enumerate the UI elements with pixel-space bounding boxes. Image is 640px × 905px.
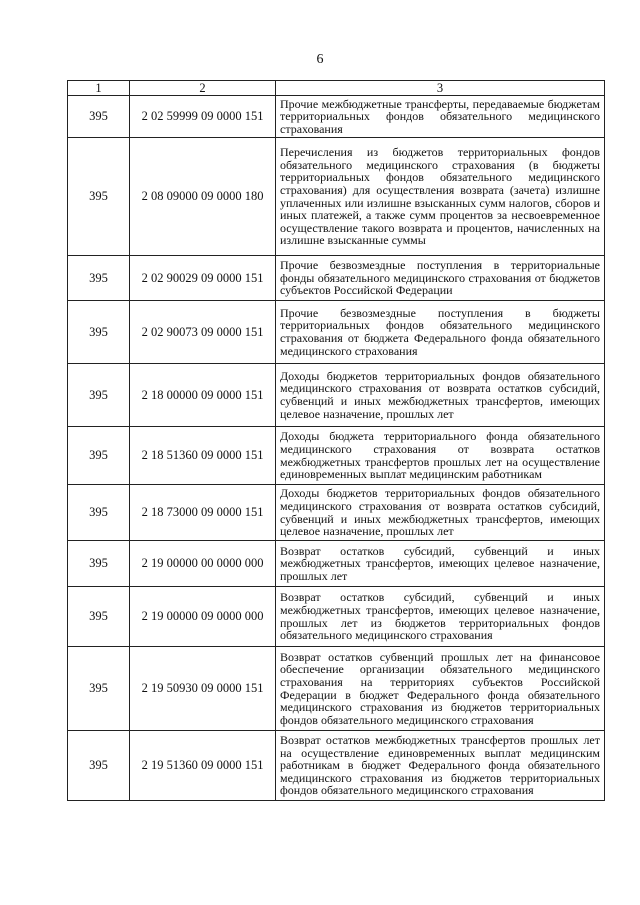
revenue-name-cell: Возврат остатков субсидий, субвенций и иных межбюджетных трансфертов, имеющих целевое назначение, прошлых лет — [276, 541, 605, 587]
table-row — [68, 96, 605, 138]
revenue-name-cell: Перечисления из бюджетов территориальных фондов обязательного медицинского страхования (в бюджеты территориальных фондов обязательного медицинского страхования) для осуществления возврата (зачета) излишне уплаченных или излишне взысканных сумм налогов, сборов и иных платежей, а также сумм процентов за несвоевременное осуществление такого возврата и процентов, начисленных на излишне взысканные суммы — [276, 138, 605, 256]
table-row — [68, 541, 605, 587]
revenue-code-cell: 2 08 09000 09 0000 180 — [130, 138, 276, 256]
revenue-name-cell: Прочие безвозмездные поступления в территориальные фонды обязательного медицинского страхования от бюджетов субъектов Российской Федерации — [276, 256, 605, 301]
table-row — [68, 256, 605, 301]
table-row — [68, 587, 605, 647]
page-number: 6 — [316, 52, 324, 67]
revenue-name-cell: Возврат остатков субвенций прошлых лет на финансовое обеспечение организации обязательного медицинского страхования на территориях субъектов Российской Федерации в бюджет Федерального фонда обязательного медицинского страхования из бюджетов территориальных фондов обязательного медицинского страхования — [276, 647, 605, 731]
revenue-name-cell: Прочие межбюджетные трансферты, передаваемые бюджетам территориальных фондов обязательного медицинского страхования — [276, 96, 605, 138]
revenue-code-cell: 2 02 90029 09 0000 151 — [130, 256, 276, 301]
table-row — [68, 427, 605, 485]
revenue-name-cell: Доходы бюджетов территориальных фондов обязательного медицинского страхования от возврата остатков субсидий, субвенций и иных межбюджетных трансфертов, имеющих целевое назначение, прошлых лет — [276, 485, 605, 541]
revenue-name-cell: Доходы бюджета территориального фонда обязательного медицинского страхования от возврата остатков межбюджетных трансфертов прошлых лет на осуществление единовременных выплат медицинским работникам — [276, 427, 605, 485]
table-row — [68, 731, 605, 801]
admin-code-cell: 395 — [68, 541, 130, 587]
revenue-code-cell: 2 19 51360 09 0000 151 — [130, 731, 276, 801]
table-row — [68, 138, 605, 256]
revenue-code-cell: 2 02 59999 09 0000 151 — [130, 96, 276, 138]
revenue-code-cell: 2 19 50930 09 0000 151 — [130, 647, 276, 731]
admin-code-cell: 395 — [68, 256, 130, 301]
revenue-code-cell: 2 19 00000 09 0000 000 — [130, 587, 276, 647]
column-header-2: 2 — [130, 81, 276, 96]
revenue-name-cell: Возврат остатков межбюджетных трансфертов прошлых лет на осуществление единовременных выплат медицинским работникам в бюджет Федерального фонда обязательного медицинского страхования из бюджетов территориальных фондов обязательного медицинского страхования — [276, 731, 605, 801]
revenue-code-cell: 2 02 90073 09 0000 151 — [130, 301, 276, 364]
revenue-code-cell: 2 18 51360 09 0000 151 — [130, 427, 276, 485]
revenue-codes-table — [67, 80, 605, 801]
column-header-1: 1 — [68, 81, 130, 96]
admin-code-cell: 395 — [68, 138, 130, 256]
admin-code-cell: 395 — [68, 731, 130, 801]
revenue-name-cell: Доходы бюджетов территориальных фондов обязательного медицинского страхования от возврата остатков субсидий, субвенций и иных межбюджетных трансфертов, имеющих целевое назначение, прошлых лет — [276, 364, 605, 427]
admin-code-cell: 395 — [68, 587, 130, 647]
revenue-name-cell: Возврат остатков субсидий, субвенций и иных межбюджетных трансфертов, имеющих целевое назначение, прошлых лет из бюджетов территориальных фондов обязательного медицинского страхования — [276, 587, 605, 647]
table-row — [68, 364, 605, 427]
admin-code-cell: 395 — [68, 96, 130, 138]
revenue-code-cell: 2 18 73000 09 0000 151 — [130, 485, 276, 541]
admin-code-cell: 395 — [68, 485, 130, 541]
revenue-name-cell: Прочие безвозмездные поступления в бюджеты территориальных фондов обязательного медицинского страхования от бюджета Федерального фонда обязательного медицинского страхования — [276, 301, 605, 364]
table-row — [68, 485, 605, 541]
admin-code-cell: 395 — [68, 364, 130, 427]
admin-code-cell: 395 — [68, 301, 130, 364]
table-row — [68, 647, 605, 731]
table-header-row — [68, 81, 605, 96]
admin-code-cell: 395 — [68, 427, 130, 485]
column-header-3: 3 — [276, 81, 605, 96]
table-row — [68, 301, 605, 364]
revenue-code-cell: 2 18 00000 09 0000 151 — [130, 364, 276, 427]
revenue-code-cell: 2 19 00000 00 0000 000 — [130, 541, 276, 587]
admin-code-cell: 395 — [68, 647, 130, 731]
